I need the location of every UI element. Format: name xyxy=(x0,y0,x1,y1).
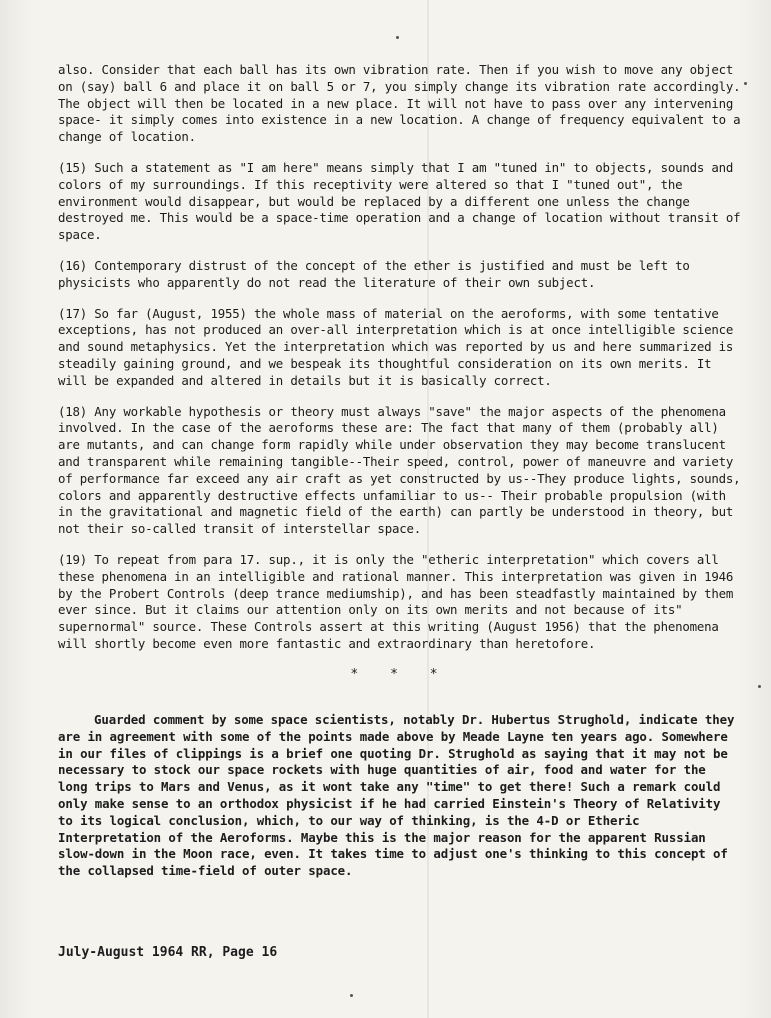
dust-speck xyxy=(758,685,761,688)
section-separator: * * * xyxy=(350,666,450,682)
editorial-comment xyxy=(58,712,738,880)
page-footer: July-August 1964 RR, Page 16 xyxy=(58,945,278,960)
dust-speck xyxy=(350,994,353,997)
body-text xyxy=(58,62,742,698)
dust-speck xyxy=(744,82,747,85)
paragraph-continuation: also. Consider that each ball has its own vibration rate. Then if you wish to move any object on (say) ball 6 and place it on ball 5 or 7, you simply change its vibration rate accordingly. The object will then be located in a new place. It will not have to pass over any intervening space- it simply comes into existence in a new location. A change of frequency equivalent to a change of location. xyxy=(58,62,741,145)
paragraph-18: (18) Any workable hypothesis or theory must always "save" the major aspects of the phenomena involved. In the case of the aeroforms these are: The fact that many of them (probably all) are mutants, and can change form rapidly while under observation they may become translucent and transparent while remaining tangible--Their speed, control, power of maneuvre and variety of performance far exceed any air craft as yet constructed by us--They produce lights, sounds, colors and apparently destructive effects unfamiliar to us-- Their probable propulsion (with in the gravitational and magnetic field of the earth) can partly be understood in theory, but not their so-called transit of interstellar space. xyxy=(58,403,741,537)
paragraph-15: (15) Such a statement as "I am here" means simply that I am "tuned in" to objects, sounds and colors of my surroundings. If this receptivity were altered so that I "tuned out", the environment would disappear, but would be replaced by a different one unless the change destroyed me. This would be a space-time operation and a change of location without transit of space. xyxy=(58,159,741,243)
paragraph-19: (19) To repeat from para 17. sup., it is only the "etheric interpretation" which covers all these phenomena in an intelligible and rational manner. This interpretation was given in 1946 by the Probert Controls (deep trance mediumship), and has been steadfastly maintained by them ever since. But it claims our attention only on its own merits and not because of its" supernormal" source. These Controls assert at this writing (August 1956) that the phenomena will shortly become even more fantastic and extraordinary than heretofore. xyxy=(58,551,734,651)
comment-text: Guarded comment by some space scientists, notably Dr. Hubertus Strughold, indicate they are in agreement with some of the points made above by Meade Layne ten years ago. Somewhere in our files of clippings is a brief one quoting Dr. Strughold as saying that it may not be necessary to stock our space rockets with huge quantities of air, food and water for the long trips to Mars and Venus, as it wont take any "time" to get there! Such a remark could only make sense to an orthodox physicist if he had carried Einstein's Theory of Relativity to its logical conclusion, which, to our way of thinking, is the 4-D or Etheric Interpretation of the Aeroforms. Maybe this is the major reason for the apparent Russian slow-down in the Moon race, even. It takes time to adjust one's thinking to this concept of the collapsed time-field of outer space. xyxy=(58,712,735,879)
paragraph-16: (16) Contemporary distrust of the concept of the ether is justified and must be left to physicists who apparently do not read the literature of their own subject. xyxy=(58,257,690,290)
dust-speck xyxy=(396,36,399,39)
paragraph-17: (17) So far (August, 1955) the whole mass of material on the aeroforms, with some tentative exceptions, has not produced an over-all interpretation which is at once intelligible science and sound metaphysics. Yet the interpretation which was reported by us and here summarized is steadily gaining ground, and we bespeak its thoughtful consideration on its own merits. It will be expanded and altered in details but it is basically correct. xyxy=(58,305,734,388)
